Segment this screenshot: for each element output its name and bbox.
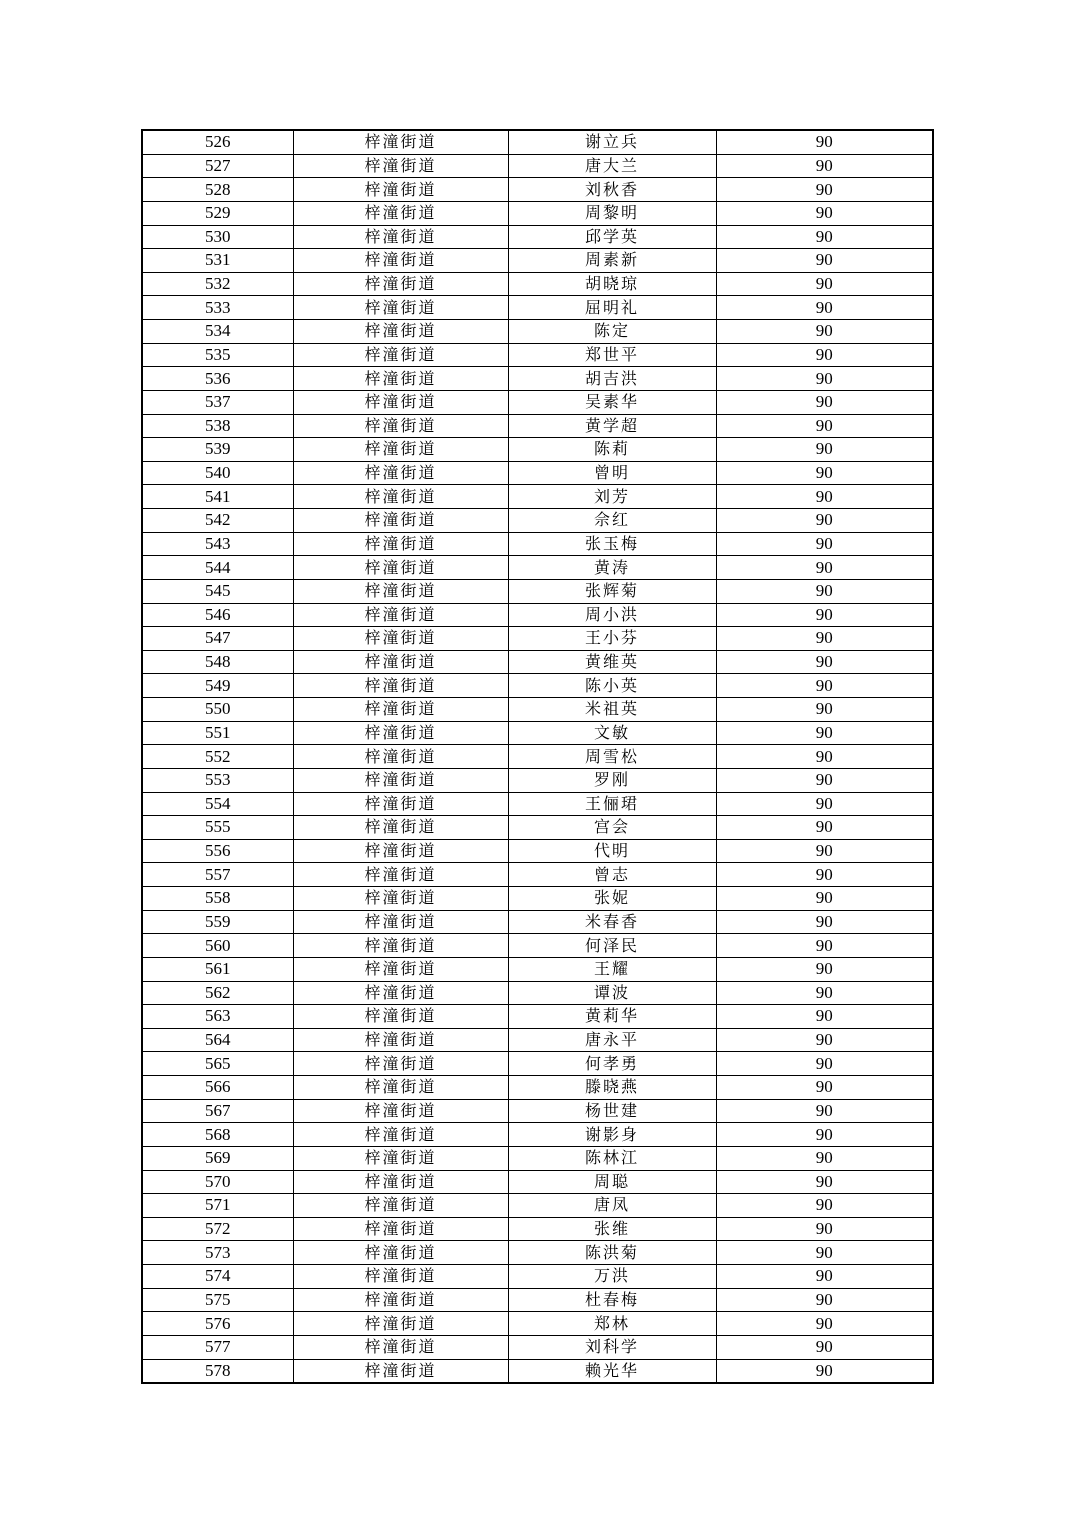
- row-number-cell: 527: [142, 154, 293, 178]
- person-name-cell: 陈小英: [508, 674, 716, 698]
- row-number-cell: 543: [142, 532, 293, 556]
- score-cell: 90: [716, 698, 933, 722]
- row-number-cell: 572: [142, 1217, 293, 1241]
- street-cell: 梓潼街道: [293, 461, 508, 485]
- street-cell: 梓潼街道: [293, 438, 508, 462]
- score-cell: 90: [716, 1099, 933, 1123]
- row-number-cell: 552: [142, 745, 293, 769]
- street-cell: 梓潼街道: [293, 509, 508, 533]
- table-row: [142, 957, 933, 981]
- score-cell: 90: [716, 1146, 933, 1170]
- person-name-cell: 谭波: [508, 981, 716, 1005]
- score-cell: 90: [716, 839, 933, 863]
- score-cell: 90: [716, 178, 933, 202]
- score-cell: 90: [716, 390, 933, 414]
- score-cell: 90: [716, 1312, 933, 1336]
- person-name-cell: 谢立兵: [508, 130, 716, 154]
- person-name-cell: 郑世平: [508, 343, 716, 367]
- street-cell: 梓潼街道: [293, 296, 508, 320]
- person-name-cell: 刘科学: [508, 1335, 716, 1359]
- person-name-cell: 唐大兰: [508, 154, 716, 178]
- row-number-cell: 563: [142, 1005, 293, 1029]
- score-cell: 90: [716, 367, 933, 391]
- row-number-cell: 569: [142, 1146, 293, 1170]
- table-row: [142, 981, 933, 1005]
- table-row: [142, 863, 933, 887]
- score-cell: 90: [716, 1335, 933, 1359]
- person-name-cell: 张玉梅: [508, 532, 716, 556]
- street-cell: 梓潼街道: [293, 1076, 508, 1100]
- score-cell: 90: [716, 745, 933, 769]
- street-cell: 梓潼街道: [293, 1123, 508, 1147]
- person-name-cell: 文敏: [508, 721, 716, 745]
- person-name-cell: 周聪: [508, 1170, 716, 1194]
- street-cell: 梓潼街道: [293, 887, 508, 911]
- roster-table-body: [142, 130, 933, 1383]
- person-name-cell: 张辉菊: [508, 579, 716, 603]
- table-row: [142, 414, 933, 438]
- street-cell: 梓潼街道: [293, 1241, 508, 1265]
- street-cell: 梓潼街道: [293, 650, 508, 674]
- street-cell: 梓潼街道: [293, 674, 508, 698]
- row-number-cell: 532: [142, 272, 293, 296]
- score-cell: 90: [716, 225, 933, 249]
- person-name-cell: 黄学超: [508, 414, 716, 438]
- score-cell: 90: [716, 1052, 933, 1076]
- street-cell: 梓潼街道: [293, 957, 508, 981]
- street-cell: 梓潼街道: [293, 1265, 508, 1289]
- table-row: [142, 1265, 933, 1289]
- table-row: [142, 1241, 933, 1265]
- table-row: [142, 934, 933, 958]
- street-cell: 梓潼街道: [293, 627, 508, 651]
- street-cell: 梓潼街道: [293, 1146, 508, 1170]
- table-row: [142, 1194, 933, 1218]
- table-row: [142, 1288, 933, 1312]
- street-cell: 梓潼街道: [293, 154, 508, 178]
- score-cell: 90: [716, 1288, 933, 1312]
- table-row: [142, 390, 933, 414]
- score-cell: 90: [716, 1265, 933, 1289]
- row-number-cell: 535: [142, 343, 293, 367]
- score-cell: 90: [716, 556, 933, 580]
- row-number-cell: 553: [142, 768, 293, 792]
- street-cell: 梓潼街道: [293, 343, 508, 367]
- person-name-cell: 周雪松: [508, 745, 716, 769]
- person-name-cell: 陈莉: [508, 438, 716, 462]
- person-name-cell: 周小洪: [508, 603, 716, 627]
- street-cell: 梓潼街道: [293, 225, 508, 249]
- row-number-cell: 539: [142, 438, 293, 462]
- score-cell: 90: [716, 1076, 933, 1100]
- person-name-cell: 米祖英: [508, 698, 716, 722]
- table-row: [142, 154, 933, 178]
- street-cell: 梓潼街道: [293, 1312, 508, 1336]
- row-number-cell: 547: [142, 627, 293, 651]
- row-number-cell: 551: [142, 721, 293, 745]
- row-number-cell: 549: [142, 674, 293, 698]
- score-cell: 90: [716, 509, 933, 533]
- street-cell: 梓潼街道: [293, 745, 508, 769]
- row-number-cell: 576: [142, 1312, 293, 1336]
- score-cell: 90: [716, 792, 933, 816]
- street-cell: 梓潼街道: [293, 1359, 508, 1383]
- row-number-cell: 554: [142, 792, 293, 816]
- score-cell: 90: [716, 1170, 933, 1194]
- score-cell: 90: [716, 721, 933, 745]
- street-cell: 梓潼街道: [293, 1170, 508, 1194]
- street-cell: 梓潼街道: [293, 981, 508, 1005]
- row-number-cell: 541: [142, 485, 293, 509]
- person-name-cell: 赖光华: [508, 1359, 716, 1383]
- row-number-cell: 534: [142, 320, 293, 344]
- score-cell: 90: [716, 603, 933, 627]
- table-row: [142, 1359, 933, 1383]
- street-cell: 梓潼街道: [293, 1288, 508, 1312]
- score-cell: 90: [716, 816, 933, 840]
- score-cell: 90: [716, 249, 933, 273]
- row-number-cell: 564: [142, 1028, 293, 1052]
- score-cell: 90: [716, 461, 933, 485]
- score-cell: 90: [716, 863, 933, 887]
- table-row: [142, 627, 933, 651]
- person-name-cell: 黄维英: [508, 650, 716, 674]
- row-number-cell: 561: [142, 957, 293, 981]
- row-number-cell: 545: [142, 579, 293, 603]
- row-number-cell: 559: [142, 910, 293, 934]
- row-number-cell: 544: [142, 556, 293, 580]
- row-number-cell: 570: [142, 1170, 293, 1194]
- table-row: [142, 910, 933, 934]
- street-cell: 梓潼街道: [293, 249, 508, 273]
- row-number-cell: 556: [142, 839, 293, 863]
- score-cell: 90: [716, 532, 933, 556]
- row-number-cell: 530: [142, 225, 293, 249]
- table-row: [142, 485, 933, 509]
- score-cell: 90: [716, 201, 933, 225]
- street-cell: 梓潼街道: [293, 272, 508, 296]
- table-row: [142, 1076, 933, 1100]
- row-number-cell: 565: [142, 1052, 293, 1076]
- person-name-cell: 张维: [508, 1217, 716, 1241]
- row-number-cell: 536: [142, 367, 293, 391]
- row-number-cell: 567: [142, 1099, 293, 1123]
- row-number-cell: 542: [142, 509, 293, 533]
- street-cell: 梓潼街道: [293, 698, 508, 722]
- person-name-cell: 代明: [508, 839, 716, 863]
- person-name-cell: 万洪: [508, 1265, 716, 1289]
- table-row: [142, 887, 933, 911]
- person-name-cell: 刘芳: [508, 485, 716, 509]
- row-number-cell: 537: [142, 390, 293, 414]
- person-name-cell: 周素新: [508, 249, 716, 273]
- table-row: [142, 650, 933, 674]
- table-row: [142, 1123, 933, 1147]
- score-cell: 90: [716, 1028, 933, 1052]
- street-cell: 梓潼街道: [293, 1005, 508, 1029]
- table-row: [142, 178, 933, 202]
- score-cell: 90: [716, 1194, 933, 1218]
- row-number-cell: 548: [142, 650, 293, 674]
- street-cell: 梓潼街道: [293, 839, 508, 863]
- street-cell: 梓潼街道: [293, 367, 508, 391]
- street-cell: 梓潼街道: [293, 201, 508, 225]
- score-cell: 90: [716, 438, 933, 462]
- street-cell: 梓潼街道: [293, 414, 508, 438]
- person-name-cell: 刘秋香: [508, 178, 716, 202]
- person-name-cell: 郑林: [508, 1312, 716, 1336]
- table-row: [142, 745, 933, 769]
- score-cell: 90: [716, 957, 933, 981]
- table-row: [142, 1099, 933, 1123]
- score-cell: 90: [716, 343, 933, 367]
- street-cell: 梓潼街道: [293, 768, 508, 792]
- row-number-cell: 538: [142, 414, 293, 438]
- table-row: [142, 461, 933, 485]
- row-number-cell: 571: [142, 1194, 293, 1218]
- street-cell: 梓潼街道: [293, 1335, 508, 1359]
- street-cell: 梓潼街道: [293, 1028, 508, 1052]
- row-number-cell: 562: [142, 981, 293, 1005]
- table-row: [142, 792, 933, 816]
- person-name-cell: 何孝勇: [508, 1052, 716, 1076]
- table-row: [142, 1170, 933, 1194]
- street-cell: 梓潼街道: [293, 816, 508, 840]
- row-number-cell: 526: [142, 130, 293, 154]
- row-number-cell: 558: [142, 887, 293, 911]
- person-name-cell: 陈洪菊: [508, 1241, 716, 1265]
- row-number-cell: 575: [142, 1288, 293, 1312]
- person-name-cell: 周黎明: [508, 201, 716, 225]
- street-cell: 梓潼街道: [293, 1052, 508, 1076]
- person-name-cell: 滕晓燕: [508, 1076, 716, 1100]
- person-name-cell: 吴素华: [508, 390, 716, 414]
- score-cell: 90: [716, 887, 933, 911]
- street-cell: 梓潼街道: [293, 863, 508, 887]
- score-cell: 90: [716, 485, 933, 509]
- score-cell: 90: [716, 579, 933, 603]
- street-cell: 梓潼街道: [293, 556, 508, 580]
- score-cell: 90: [716, 934, 933, 958]
- table-row: [142, 249, 933, 273]
- street-cell: 梓潼街道: [293, 1194, 508, 1218]
- row-number-cell: 555: [142, 816, 293, 840]
- person-name-cell: 陈林江: [508, 1146, 716, 1170]
- table-row: [142, 201, 933, 225]
- row-number-cell: 566: [142, 1076, 293, 1100]
- table-row: [142, 532, 933, 556]
- score-cell: 90: [716, 1005, 933, 1029]
- row-number-cell: 568: [142, 1123, 293, 1147]
- person-name-cell: 黄涛: [508, 556, 716, 580]
- row-number-cell: 546: [142, 603, 293, 627]
- roster-table: [141, 129, 934, 1384]
- person-name-cell: 陈定: [508, 320, 716, 344]
- table-row: [142, 343, 933, 367]
- score-cell: 90: [716, 320, 933, 344]
- street-cell: 梓潼街道: [293, 910, 508, 934]
- row-number-cell: 573: [142, 1241, 293, 1265]
- table-row: [142, 509, 933, 533]
- score-cell: 90: [716, 910, 933, 934]
- person-name-cell: 谢影身: [508, 1123, 716, 1147]
- table-row: [142, 1335, 933, 1359]
- table-row: [142, 438, 933, 462]
- score-cell: 90: [716, 627, 933, 651]
- street-cell: 梓潼街道: [293, 532, 508, 556]
- score-cell: 90: [716, 1217, 933, 1241]
- table-row: [142, 1052, 933, 1076]
- person-name-cell: 杜春梅: [508, 1288, 716, 1312]
- street-cell: 梓潼街道: [293, 603, 508, 627]
- score-cell: 90: [716, 296, 933, 320]
- score-cell: 90: [716, 674, 933, 698]
- table-row: [142, 367, 933, 391]
- person-name-cell: 王小芬: [508, 627, 716, 651]
- street-cell: 梓潼街道: [293, 1217, 508, 1241]
- table-row: [142, 603, 933, 627]
- street-cell: 梓潼街道: [293, 1099, 508, 1123]
- score-cell: 90: [716, 1123, 933, 1147]
- person-name-cell: 罗刚: [508, 768, 716, 792]
- row-number-cell: 528: [142, 178, 293, 202]
- table-row: [142, 674, 933, 698]
- person-name-cell: 黄莉华: [508, 1005, 716, 1029]
- score-cell: 90: [716, 981, 933, 1005]
- table-row: [142, 839, 933, 863]
- table-row: [142, 272, 933, 296]
- table-row: [142, 556, 933, 580]
- row-number-cell: 540: [142, 461, 293, 485]
- row-number-cell: 574: [142, 1265, 293, 1289]
- table-row: [142, 698, 933, 722]
- score-cell: 90: [716, 1359, 933, 1383]
- row-number-cell: 578: [142, 1359, 293, 1383]
- person-name-cell: 屈明礼: [508, 296, 716, 320]
- score-cell: 90: [716, 154, 933, 178]
- table-row: [142, 320, 933, 344]
- table-row: [142, 1312, 933, 1336]
- person-name-cell: 邱学英: [508, 225, 716, 249]
- table-row: [142, 130, 933, 154]
- street-cell: 梓潼街道: [293, 390, 508, 414]
- table-row: [142, 721, 933, 745]
- table-row: [142, 1217, 933, 1241]
- person-name-cell: 唐永平: [508, 1028, 716, 1052]
- person-name-cell: 胡晓琼: [508, 272, 716, 296]
- person-name-cell: 胡吉洪: [508, 367, 716, 391]
- score-cell: 90: [716, 1241, 933, 1265]
- score-cell: 90: [716, 130, 933, 154]
- table-row: [142, 1028, 933, 1052]
- table-row: [142, 1005, 933, 1029]
- street-cell: 梓潼街道: [293, 320, 508, 344]
- person-name-cell: 曾志: [508, 863, 716, 887]
- street-cell: 梓潼街道: [293, 130, 508, 154]
- person-name-cell: 曾明: [508, 461, 716, 485]
- score-cell: 90: [716, 768, 933, 792]
- street-cell: 梓潼街道: [293, 579, 508, 603]
- table-row: [142, 579, 933, 603]
- person-name-cell: 王俪珺: [508, 792, 716, 816]
- row-number-cell: 577: [142, 1335, 293, 1359]
- table-row: [142, 816, 933, 840]
- street-cell: 梓潼街道: [293, 934, 508, 958]
- table-row: [142, 225, 933, 249]
- person-name-cell: 张妮: [508, 887, 716, 911]
- street-cell: 梓潼街道: [293, 721, 508, 745]
- row-number-cell: 529: [142, 201, 293, 225]
- score-cell: 90: [716, 414, 933, 438]
- person-name-cell: 米春香: [508, 910, 716, 934]
- row-number-cell: 550: [142, 698, 293, 722]
- person-name-cell: 王耀: [508, 957, 716, 981]
- row-number-cell: 533: [142, 296, 293, 320]
- row-number-cell: 560: [142, 934, 293, 958]
- score-cell: 90: [716, 650, 933, 674]
- row-number-cell: 531: [142, 249, 293, 273]
- row-number-cell: 557: [142, 863, 293, 887]
- person-name-cell: 杨世建: [508, 1099, 716, 1123]
- score-cell: 90: [716, 272, 933, 296]
- street-cell: 梓潼街道: [293, 178, 508, 202]
- table-row: [142, 1146, 933, 1170]
- person-name-cell: 佘红: [508, 509, 716, 533]
- person-name-cell: 何泽民: [508, 934, 716, 958]
- street-cell: 梓潼街道: [293, 792, 508, 816]
- person-name-cell: 唐凤: [508, 1194, 716, 1218]
- person-name-cell: 宫会: [508, 816, 716, 840]
- street-cell: 梓潼街道: [293, 485, 508, 509]
- table-row: [142, 768, 933, 792]
- table-row: [142, 296, 933, 320]
